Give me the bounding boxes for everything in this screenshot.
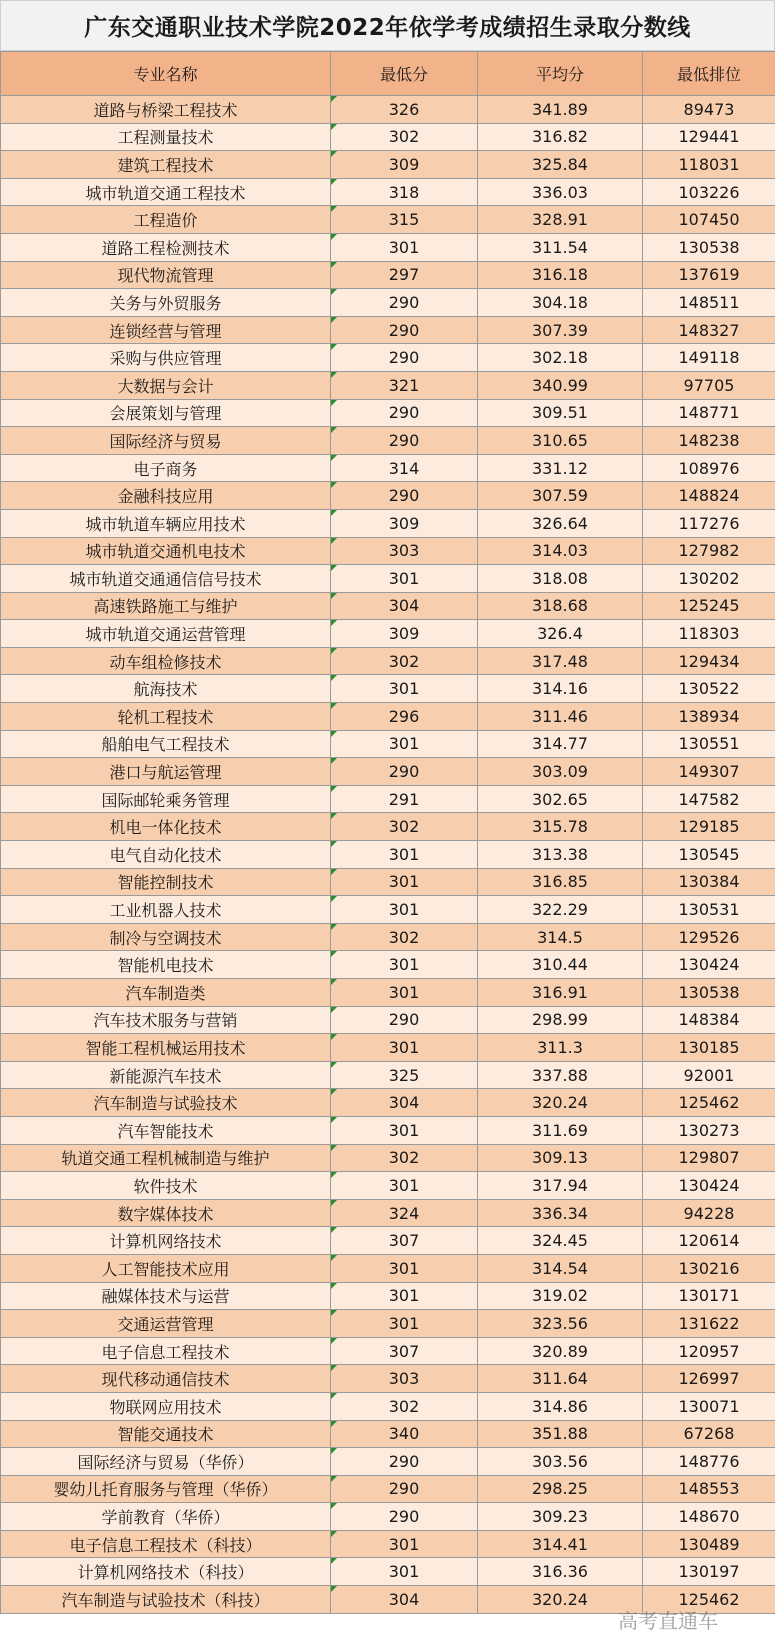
min-score-cell: 304 <box>331 1586 478 1614</box>
table-row <box>1 1586 775 1614</box>
avg-score-cell: 309.13 <box>478 1144 643 1172</box>
major-name-cell: 城市轨道交通运营管理 <box>1 620 331 648</box>
min-score-cell: 309 <box>331 620 478 648</box>
major-name-cell: 现代物流管理 <box>1 261 331 289</box>
table-row <box>1 1172 775 1200</box>
major-name-cell: 城市轨道交通工程技术 <box>1 178 331 206</box>
min-score-cell: 301 <box>331 233 478 261</box>
major-name-cell: 电子商务 <box>1 454 331 482</box>
min-rank-cell: 130551 <box>643 730 775 758</box>
avg-score-cell: 304.18 <box>478 289 643 317</box>
major-name-cell: 学前教育（华侨） <box>1 1503 331 1531</box>
min-score-cell: 301 <box>331 1310 478 1338</box>
min-score-cell: 340 <box>331 1420 478 1448</box>
min-score-cell: 309 <box>331 509 478 537</box>
avg-score-cell: 320.24 <box>478 1586 643 1614</box>
table-row <box>1 96 775 124</box>
min-rank-cell: 130522 <box>643 675 775 703</box>
table-row <box>1 785 775 813</box>
header-min-rank: 最低排位 <box>643 52 775 96</box>
table-row <box>1 233 775 261</box>
major-name-cell: 电子信息工程技术 <box>1 1337 331 1365</box>
table-row <box>1 151 775 179</box>
min-rank-cell: 131622 <box>643 1310 775 1338</box>
min-rank-cell: 149118 <box>643 344 775 372</box>
table-row <box>1 620 775 648</box>
min-rank-cell: 129434 <box>643 647 775 675</box>
min-score-cell: 324 <box>331 1199 478 1227</box>
avg-score-cell: 351.88 <box>478 1420 643 1448</box>
min-score-cell: 301 <box>331 1172 478 1200</box>
min-score-cell: 309 <box>331 151 478 179</box>
min-rank-cell: 125245 <box>643 592 775 620</box>
min-score-cell: 318 <box>331 178 478 206</box>
avg-score-cell: 314.5 <box>478 923 643 951</box>
avg-score-cell: 311.46 <box>478 703 643 731</box>
avg-score-cell: 326.4 <box>478 620 643 648</box>
avg-score-cell: 316.91 <box>478 979 643 1007</box>
table-row <box>1 592 775 620</box>
min-rank-cell: 103226 <box>643 178 775 206</box>
avg-score-cell: 336.03 <box>478 178 643 206</box>
major-name-cell: 智能控制技术 <box>1 868 331 896</box>
min-score-cell: 301 <box>331 1282 478 1310</box>
table-row <box>1 454 775 482</box>
avg-score-cell: 336.34 <box>478 1199 643 1227</box>
table-row <box>1 730 775 758</box>
table-row <box>1 509 775 537</box>
min-rank-cell: 148553 <box>643 1475 775 1503</box>
min-score-cell: 302 <box>331 123 478 151</box>
min-score-cell: 301 <box>331 1116 478 1144</box>
min-rank-cell: 137619 <box>643 261 775 289</box>
avg-score-cell: 310.65 <box>478 427 643 455</box>
table-header-row <box>1 52 775 96</box>
min-score-cell: 297 <box>331 261 478 289</box>
avg-score-cell: 324.45 <box>478 1227 643 1255</box>
min-score-cell: 325 <box>331 1061 478 1089</box>
major-name-cell: 电子信息工程技术（科技） <box>1 1530 331 1558</box>
table-row <box>1 482 775 510</box>
min-score-cell: 304 <box>331 592 478 620</box>
min-score-cell: 321 <box>331 371 478 399</box>
min-score-cell: 301 <box>331 841 478 869</box>
min-score-cell: 301 <box>331 868 478 896</box>
avg-score-cell: 316.85 <box>478 868 643 896</box>
table-row <box>1 1144 775 1172</box>
major-name-cell: 婴幼儿托育服务与管理（华侨） <box>1 1475 331 1503</box>
min-score-cell: 290 <box>331 427 478 455</box>
major-name-cell: 计算机网络技术（科技） <box>1 1558 331 1586</box>
avg-score-cell: 302.65 <box>478 785 643 813</box>
table-row <box>1 261 775 289</box>
major-name-cell: 道路工程检测技术 <box>1 233 331 261</box>
table-row <box>1 344 775 372</box>
min-score-cell: 307 <box>331 1227 478 1255</box>
min-score-cell: 301 <box>331 730 478 758</box>
major-name-cell: 智能工程机械运用技术 <box>1 1034 331 1062</box>
min-rank-cell: 130424 <box>643 951 775 979</box>
avg-score-cell: 309.51 <box>478 399 643 427</box>
major-name-cell: 国际经济与贸易 <box>1 427 331 455</box>
min-score-cell: 301 <box>331 951 478 979</box>
avg-score-cell: 317.48 <box>478 647 643 675</box>
avg-score-cell: 337.88 <box>478 1061 643 1089</box>
table-row <box>1 371 775 399</box>
min-rank-cell: 130197 <box>643 1558 775 1586</box>
table-row <box>1 758 775 786</box>
table-row <box>1 703 775 731</box>
avg-score-cell: 309.23 <box>478 1503 643 1531</box>
major-name-cell: 大数据与会计 <box>1 371 331 399</box>
min-rank-cell: 130273 <box>643 1116 775 1144</box>
major-name-cell: 汽车制造与试验技术 <box>1 1089 331 1117</box>
min-score-cell: 296 <box>331 703 478 731</box>
min-rank-cell: 130531 <box>643 896 775 924</box>
table-row <box>1 1061 775 1089</box>
table-row <box>1 1530 775 1558</box>
min-score-cell: 290 <box>331 289 478 317</box>
major-name-cell: 物联网应用技术 <box>1 1392 331 1420</box>
avg-score-cell: 319.02 <box>478 1282 643 1310</box>
major-name-cell: 智能交通技术 <box>1 1420 331 1448</box>
min-rank-cell: 148771 <box>643 399 775 427</box>
min-rank-cell: 120957 <box>643 1337 775 1365</box>
table-row <box>1 123 775 151</box>
major-name-cell: 汽车制造与试验技术（科技） <box>1 1586 331 1614</box>
min-rank-cell: 129441 <box>643 123 775 151</box>
avg-score-cell: 318.68 <box>478 592 643 620</box>
min-rank-cell: 130216 <box>643 1254 775 1282</box>
major-name-cell: 工业机器人技术 <box>1 896 331 924</box>
major-name-cell: 轨道交通工程机械制造与维护 <box>1 1144 331 1172</box>
table-row <box>1 1199 775 1227</box>
major-name-cell: 新能源汽车技术 <box>1 1061 331 1089</box>
table-row <box>1 1503 775 1531</box>
min-rank-cell: 67268 <box>643 1420 775 1448</box>
min-score-cell: 290 <box>331 1503 478 1531</box>
avg-score-cell: 311.54 <box>478 233 643 261</box>
major-name-cell: 道路与桥梁工程技术 <box>1 96 331 124</box>
table-row <box>1 841 775 869</box>
major-name-cell: 交通运营管理 <box>1 1310 331 1338</box>
header-avg-score: 平均分 <box>478 52 643 96</box>
avg-score-cell: 313.38 <box>478 841 643 869</box>
avg-score-cell: 331.12 <box>478 454 643 482</box>
min-rank-cell: 148776 <box>643 1448 775 1476</box>
min-score-cell: 301 <box>331 1530 478 1558</box>
min-rank-cell: 130185 <box>643 1034 775 1062</box>
min-score-cell: 290 <box>331 758 478 786</box>
table-row <box>1 923 775 951</box>
table-row <box>1 537 775 565</box>
major-name-cell: 城市轨道交通机电技术 <box>1 537 331 565</box>
major-name-cell: 连锁经营与管理 <box>1 316 331 344</box>
table-row <box>1 1448 775 1476</box>
min-rank-cell: 130384 <box>643 868 775 896</box>
table-row <box>1 1392 775 1420</box>
min-rank-cell: 129526 <box>643 923 775 951</box>
min-rank-cell: 117276 <box>643 509 775 537</box>
avg-score-cell: 323.56 <box>478 1310 643 1338</box>
min-rank-cell: 148670 <box>643 1503 775 1531</box>
major-name-cell: 会展策划与管理 <box>1 399 331 427</box>
min-rank-cell: 148384 <box>643 1006 775 1034</box>
min-rank-cell: 149307 <box>643 758 775 786</box>
table-row <box>1 1365 775 1393</box>
avg-score-cell: 303.56 <box>478 1448 643 1476</box>
min-score-cell: 303 <box>331 1365 478 1393</box>
avg-score-cell: 316.18 <box>478 261 643 289</box>
avg-score-cell: 311.64 <box>478 1365 643 1393</box>
min-score-cell: 290 <box>331 1475 478 1503</box>
table-row <box>1 1282 775 1310</box>
min-score-cell: 301 <box>331 1254 478 1282</box>
avg-score-cell: 320.89 <box>478 1337 643 1365</box>
major-name-cell: 制冷与空调技术 <box>1 923 331 951</box>
major-name-cell: 采购与供应管理 <box>1 344 331 372</box>
min-rank-cell: 138934 <box>643 703 775 731</box>
table-row <box>1 565 775 593</box>
min-score-cell: 290 <box>331 482 478 510</box>
min-score-cell: 290 <box>331 1006 478 1034</box>
table-row <box>1 316 775 344</box>
table-row <box>1 1475 775 1503</box>
watermark: 高考直通车 <box>618 1609 718 1633</box>
table-row <box>1 647 775 675</box>
table-row <box>1 951 775 979</box>
major-name-cell: 计算机网络技术 <box>1 1227 331 1255</box>
major-name-cell: 电气自动化技术 <box>1 841 331 869</box>
min-rank-cell: 148327 <box>643 316 775 344</box>
major-name-cell: 金融科技应用 <box>1 482 331 510</box>
page-title: 广东交通职业技术学院2022年依学考成绩招生录取分数线 <box>0 0 775 51</box>
avg-score-cell: 326.64 <box>478 509 643 537</box>
table-row <box>1 1558 775 1586</box>
table-row <box>1 896 775 924</box>
header-major-name: 专业名称 <box>1 52 331 96</box>
min-score-cell: 290 <box>331 1448 478 1476</box>
table-row <box>1 868 775 896</box>
major-name-cell: 融媒体技术与运营 <box>1 1282 331 1310</box>
min-rank-cell: 129185 <box>643 813 775 841</box>
table-row <box>1 1006 775 1034</box>
min-score-cell: 326 <box>331 96 478 124</box>
major-name-cell: 汽车智能技术 <box>1 1116 331 1144</box>
min-rank-cell: 148824 <box>643 482 775 510</box>
min-score-cell: 314 <box>331 454 478 482</box>
min-rank-cell: 130538 <box>643 979 775 1007</box>
min-rank-cell: 118303 <box>643 620 775 648</box>
avg-score-cell: 322.29 <box>478 896 643 924</box>
avg-score-cell: 341.89 <box>478 96 643 124</box>
min-score-cell: 303 <box>331 537 478 565</box>
avg-score-cell: 340.99 <box>478 371 643 399</box>
table-row <box>1 1034 775 1062</box>
major-name-cell: 汽车制造类 <box>1 979 331 1007</box>
min-score-cell: 290 <box>331 399 478 427</box>
table-body <box>1 96 775 1614</box>
min-rank-cell: 130071 <box>643 1392 775 1420</box>
table-row <box>1 1337 775 1365</box>
table-row <box>1 675 775 703</box>
major-name-cell: 软件技术 <box>1 1172 331 1200</box>
min-rank-cell: 107450 <box>643 206 775 234</box>
min-score-cell: 302 <box>331 923 478 951</box>
avg-score-cell: 314.54 <box>478 1254 643 1282</box>
min-score-cell: 315 <box>331 206 478 234</box>
avg-score-cell: 317.94 <box>478 1172 643 1200</box>
min-rank-cell: 147582 <box>643 785 775 813</box>
min-score-cell: 301 <box>331 1034 478 1062</box>
major-name-cell: 国际邮轮乘务管理 <box>1 785 331 813</box>
major-name-cell: 智能机电技术 <box>1 951 331 979</box>
major-name-cell: 现代移动通信技术 <box>1 1365 331 1393</box>
avg-score-cell: 310.44 <box>478 951 643 979</box>
min-score-cell: 290 <box>331 316 478 344</box>
min-score-cell: 301 <box>331 896 478 924</box>
table-row <box>1 813 775 841</box>
admission-score-table <box>0 51 775 1614</box>
avg-score-cell: 320.24 <box>478 1089 643 1117</box>
avg-score-cell: 314.03 <box>478 537 643 565</box>
major-name-cell: 航海技术 <box>1 675 331 703</box>
min-score-cell: 302 <box>331 813 478 841</box>
avg-score-cell: 318.08 <box>478 565 643 593</box>
min-rank-cell: 126997 <box>643 1365 775 1393</box>
avg-score-cell: 311.69 <box>478 1116 643 1144</box>
avg-score-cell: 314.86 <box>478 1392 643 1420</box>
major-name-cell: 机电一体化技术 <box>1 813 331 841</box>
major-name-cell: 工程测量技术 <box>1 123 331 151</box>
major-name-cell: 城市轨道车辆应用技术 <box>1 509 331 537</box>
avg-score-cell: 307.39 <box>478 316 643 344</box>
min-score-cell: 302 <box>331 647 478 675</box>
min-rank-cell: 125462 <box>643 1089 775 1117</box>
min-rank-cell: 118031 <box>643 151 775 179</box>
min-score-cell: 304 <box>331 1089 478 1117</box>
major-name-cell: 轮机工程技术 <box>1 703 331 731</box>
major-name-cell: 国际经济与贸易（华侨） <box>1 1448 331 1476</box>
major-name-cell: 动车组检修技术 <box>1 647 331 675</box>
min-rank-cell: 148511 <box>643 289 775 317</box>
major-name-cell: 港口与航运管理 <box>1 758 331 786</box>
table-row <box>1 399 775 427</box>
min-score-cell: 301 <box>331 675 478 703</box>
min-rank-cell: 129807 <box>643 1144 775 1172</box>
min-score-cell: 301 <box>331 1558 478 1586</box>
min-rank-cell: 127982 <box>643 537 775 565</box>
avg-score-cell: 311.3 <box>478 1034 643 1062</box>
min-rank-cell: 130424 <box>643 1172 775 1200</box>
major-name-cell: 关务与外贸服务 <box>1 289 331 317</box>
major-name-cell: 高速铁路施工与维护 <box>1 592 331 620</box>
avg-score-cell: 314.77 <box>478 730 643 758</box>
min-rank-cell: 130202 <box>643 565 775 593</box>
table-row <box>1 1254 775 1282</box>
major-name-cell: 数字媒体技术 <box>1 1199 331 1227</box>
avg-score-cell: 328.91 <box>478 206 643 234</box>
table-row <box>1 1310 775 1338</box>
avg-score-cell: 314.16 <box>478 675 643 703</box>
table-row <box>1 1116 775 1144</box>
avg-score-cell: 316.36 <box>478 1558 643 1586</box>
avg-score-cell: 315.78 <box>478 813 643 841</box>
major-name-cell: 汽车技术服务与营销 <box>1 1006 331 1034</box>
table-row <box>1 178 775 206</box>
table-row <box>1 289 775 317</box>
min-rank-cell: 130538 <box>643 233 775 261</box>
avg-score-cell: 316.82 <box>478 123 643 151</box>
major-name-cell: 工程造价 <box>1 206 331 234</box>
avg-score-cell: 298.25 <box>478 1475 643 1503</box>
avg-score-cell: 303.09 <box>478 758 643 786</box>
min-score-cell: 301 <box>331 979 478 1007</box>
table-row <box>1 1089 775 1117</box>
min-rank-cell: 148238 <box>643 427 775 455</box>
min-rank-cell: 120614 <box>643 1227 775 1255</box>
avg-score-cell: 302.18 <box>478 344 643 372</box>
avg-score-cell: 298.99 <box>478 1006 643 1034</box>
min-rank-cell: 94228 <box>643 1199 775 1227</box>
table-row <box>1 979 775 1007</box>
min-score-cell: 302 <box>331 1392 478 1420</box>
header-min-score: 最低分 <box>331 52 478 96</box>
min-score-cell: 302 <box>331 1144 478 1172</box>
major-name-cell: 建筑工程技术 <box>1 151 331 179</box>
min-score-cell: 301 <box>331 565 478 593</box>
min-score-cell: 291 <box>331 785 478 813</box>
min-rank-cell: 92001 <box>643 1061 775 1089</box>
min-rank-cell: 89473 <box>643 96 775 124</box>
major-name-cell: 船舶电气工程技术 <box>1 730 331 758</box>
min-rank-cell: 125462 <box>643 1586 775 1614</box>
table-row <box>1 1227 775 1255</box>
avg-score-cell: 314.41 <box>478 1530 643 1558</box>
min-score-cell: 290 <box>331 344 478 372</box>
table-row <box>1 427 775 455</box>
min-rank-cell: 130489 <box>643 1530 775 1558</box>
min-rank-cell: 97705 <box>643 371 775 399</box>
min-rank-cell: 130545 <box>643 841 775 869</box>
avg-score-cell: 307.59 <box>478 482 643 510</box>
min-rank-cell: 108976 <box>643 454 775 482</box>
table-row <box>1 206 775 234</box>
table-row <box>1 1420 775 1448</box>
min-rank-cell: 130171 <box>643 1282 775 1310</box>
major-name-cell: 城市轨道交通通信信号技术 <box>1 565 331 593</box>
avg-score-cell: 325.84 <box>478 151 643 179</box>
min-score-cell: 307 <box>331 1337 478 1365</box>
major-name-cell: 人工智能技术应用 <box>1 1254 331 1282</box>
